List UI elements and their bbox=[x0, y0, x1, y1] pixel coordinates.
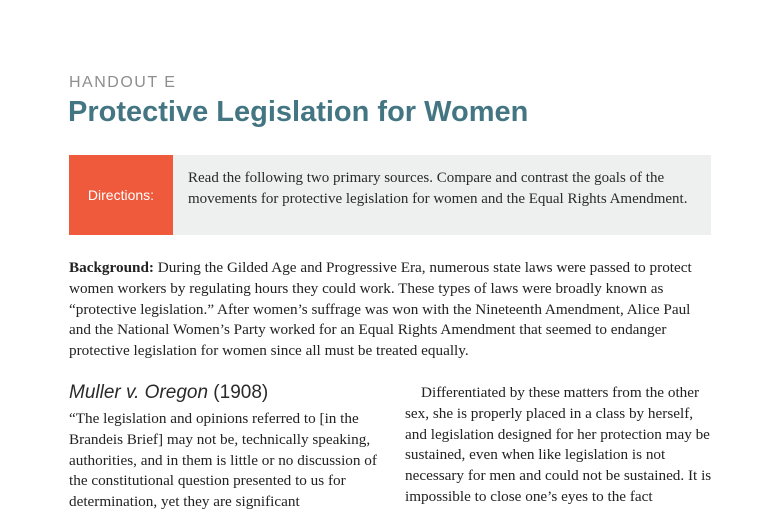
left-column bbox=[69, 382, 385, 513]
muller-heading bbox=[69, 382, 385, 404]
directions-tag bbox=[69, 155, 173, 235]
handout-label: HANDOUT E bbox=[69, 74, 177, 91]
muller-year: (1908) bbox=[208, 382, 269, 403]
directions-label: Directions: bbox=[87, 187, 155, 203]
background-text: During the Gilded Age and Progressive Era, numerous state laws were passed to protect women workers by regulating hours they could work. These types of laws were broadly known as “protective legislation.” After women’s suffrage was won with the Nineteenth Amendment, Alice Paul and the National Women’s Party worked for an Equal Rights Amendment that seemed to endanger protective legislation for women since all must be treated equally. bbox=[69, 259, 692, 360]
background-paragraph bbox=[69, 258, 711, 362]
muller-quote-left: “The legislation and opinions referred to [in the Brandeis Brief] may not be, technically speaking, authorities, and in them is little or no discussion of the constitutional question presented to us for determination, yet they are significant bbox=[69, 410, 377, 511]
muller-quote-right: Differentiated by these matters from the other sex, she is properly placed in a class by herself, and legislation designed for her protection may be sustained, even when like legislation is not necessary for men and could not be sustained. It is impossible to close one’s eyes to the fact bbox=[405, 384, 712, 505]
muller-case-name: Muller v. Oregon bbox=[69, 382, 209, 403]
page-title: Protective Legislation for Women bbox=[68, 96, 529, 128]
directions-text: Read the following two primary sources. Compare and contrast the goals of the movements for protective legislation for women and the Equal Rights Amendment. bbox=[188, 170, 688, 207]
background-lead: Background: bbox=[69, 259, 154, 276]
directions-box bbox=[69, 155, 711, 235]
